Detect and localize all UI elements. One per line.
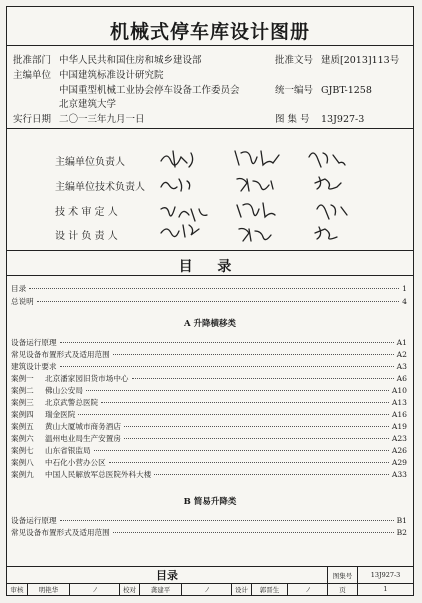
toc-entry[interactable]: 设备运行原理 B1 [11, 516, 407, 525]
page-number: 1 [357, 583, 413, 595]
dot-leader [109, 462, 389, 463]
dot-leader [132, 378, 394, 379]
signature-row-reviewer: 技 术 审 定 人 [55, 207, 118, 218]
dot-leader [113, 532, 394, 533]
page-label: 页 [327, 583, 357, 595]
meta-atlas-no: 图 集 号 13J927-3 [275, 114, 365, 125]
toc-entry[interactable]: 案例六 温州电业局生产安置房 A23 [11, 434, 407, 443]
dot-leader [94, 450, 389, 451]
dot-leader [124, 438, 389, 439]
divider [7, 128, 413, 129]
divider [7, 275, 413, 276]
section-heading-b: B 简易升降类 [183, 497, 237, 507]
toc-heading: 目 录 [178, 259, 242, 275]
dot-leader [60, 342, 394, 343]
dot-leader [86, 390, 389, 391]
toc-entry[interactable]: 案例九 中国人民解放军总医院外科大楼 A33 [11, 470, 407, 479]
signature-row-designer: 设 计 负 责 人 [55, 231, 118, 242]
meta-editor-unit-3: 北京建筑大学 [59, 99, 117, 110]
meta-approval-dept: 批准部门 中华人民共和国住房和城乡建设部 [13, 55, 202, 66]
designer-name: 郭晋生 [251, 583, 287, 595]
sheet-title: 目录 [156, 569, 178, 582]
proofreader-signature: ﾉ [181, 583, 231, 595]
review-label: 审核 [10, 585, 24, 594]
dot-leader [37, 301, 399, 302]
toc-entry[interactable]: 案例四 瑞金医院 A16 [11, 410, 407, 419]
atlas-number: 13J927-3 [357, 567, 413, 583]
meta-editor-unit: 主编单位 中国建筑标准设计研究院 [13, 70, 164, 81]
meta-effective-date: 实行日期 二〇一三年九月一日 [13, 114, 145, 125]
proofreader-name: 龚建平 [139, 583, 181, 595]
toc-entry[interactable]: 总说明 4 [11, 297, 407, 306]
page-title: 机械式停车库设计图册 [109, 21, 310, 43]
meta-approval-no: 批准文号 建质[2013]113号 [275, 55, 400, 66]
toc-entry[interactable]: 案例五 黄山大厦城市商务酒店 A19 [11, 422, 407, 431]
toc-entry[interactable]: 常见设备布置形式及适用范围 A2 [11, 350, 407, 359]
dot-leader [113, 354, 394, 355]
toc-entry[interactable]: 设备运行原理 A1 [11, 338, 407, 347]
title-block [7, 566, 413, 595]
reviewer-name: 明艳华 [27, 583, 69, 595]
toc-entry[interactable]: 建筑设计要求 A3 [11, 362, 407, 371]
meta-unified-no: 统一编号 GJBT-1258 [275, 85, 372, 96]
proofread-label: 校对 [119, 583, 139, 595]
toc-entry[interactable]: 案例一 北京潘家园旧货市场中心 A6 [11, 374, 407, 383]
reviewer-signature: ﾉ [69, 583, 119, 595]
dot-leader [101, 402, 389, 403]
dot-leader [124, 426, 389, 427]
dot-leader [29, 288, 399, 289]
toc-entry[interactable]: 案例七 山东省银监局 A26 [11, 446, 407, 455]
toc-entry[interactable]: 案例八 中石化小营办公区 A29 [11, 458, 407, 467]
drawing-frame [6, 6, 414, 596]
dot-leader [78, 414, 388, 415]
dot-leader [154, 474, 389, 475]
divider [7, 250, 413, 251]
toc-entry[interactable]: 案例二 佛山公安局 A10 [11, 386, 407, 395]
signature-row-editor-head: 主编单位负责人 [55, 157, 125, 168]
toc-entry[interactable]: 常见设备布置形式及适用范围 B2 [11, 528, 407, 537]
designer-signature: ﾉ [287, 583, 327, 595]
atlas-label: 图集号 [327, 567, 357, 583]
design-label: 设计 [231, 583, 251, 595]
signature-row-tech-head: 主编单位技术负责人 [55, 182, 145, 193]
divider [7, 45, 413, 46]
dot-leader [60, 520, 394, 521]
toc-entry[interactable]: 目录 1 [11, 284, 407, 293]
toc-entry[interactable]: 案例三 北京武警总医院 A13 [11, 398, 407, 407]
meta-editor-unit-2: 中国重型机械工业协会停车设备工作委员会 [59, 85, 240, 96]
section-heading-a: A 升降横移类 [183, 319, 237, 329]
handwritten-signatures [157, 143, 407, 247]
dot-leader [60, 366, 394, 367]
